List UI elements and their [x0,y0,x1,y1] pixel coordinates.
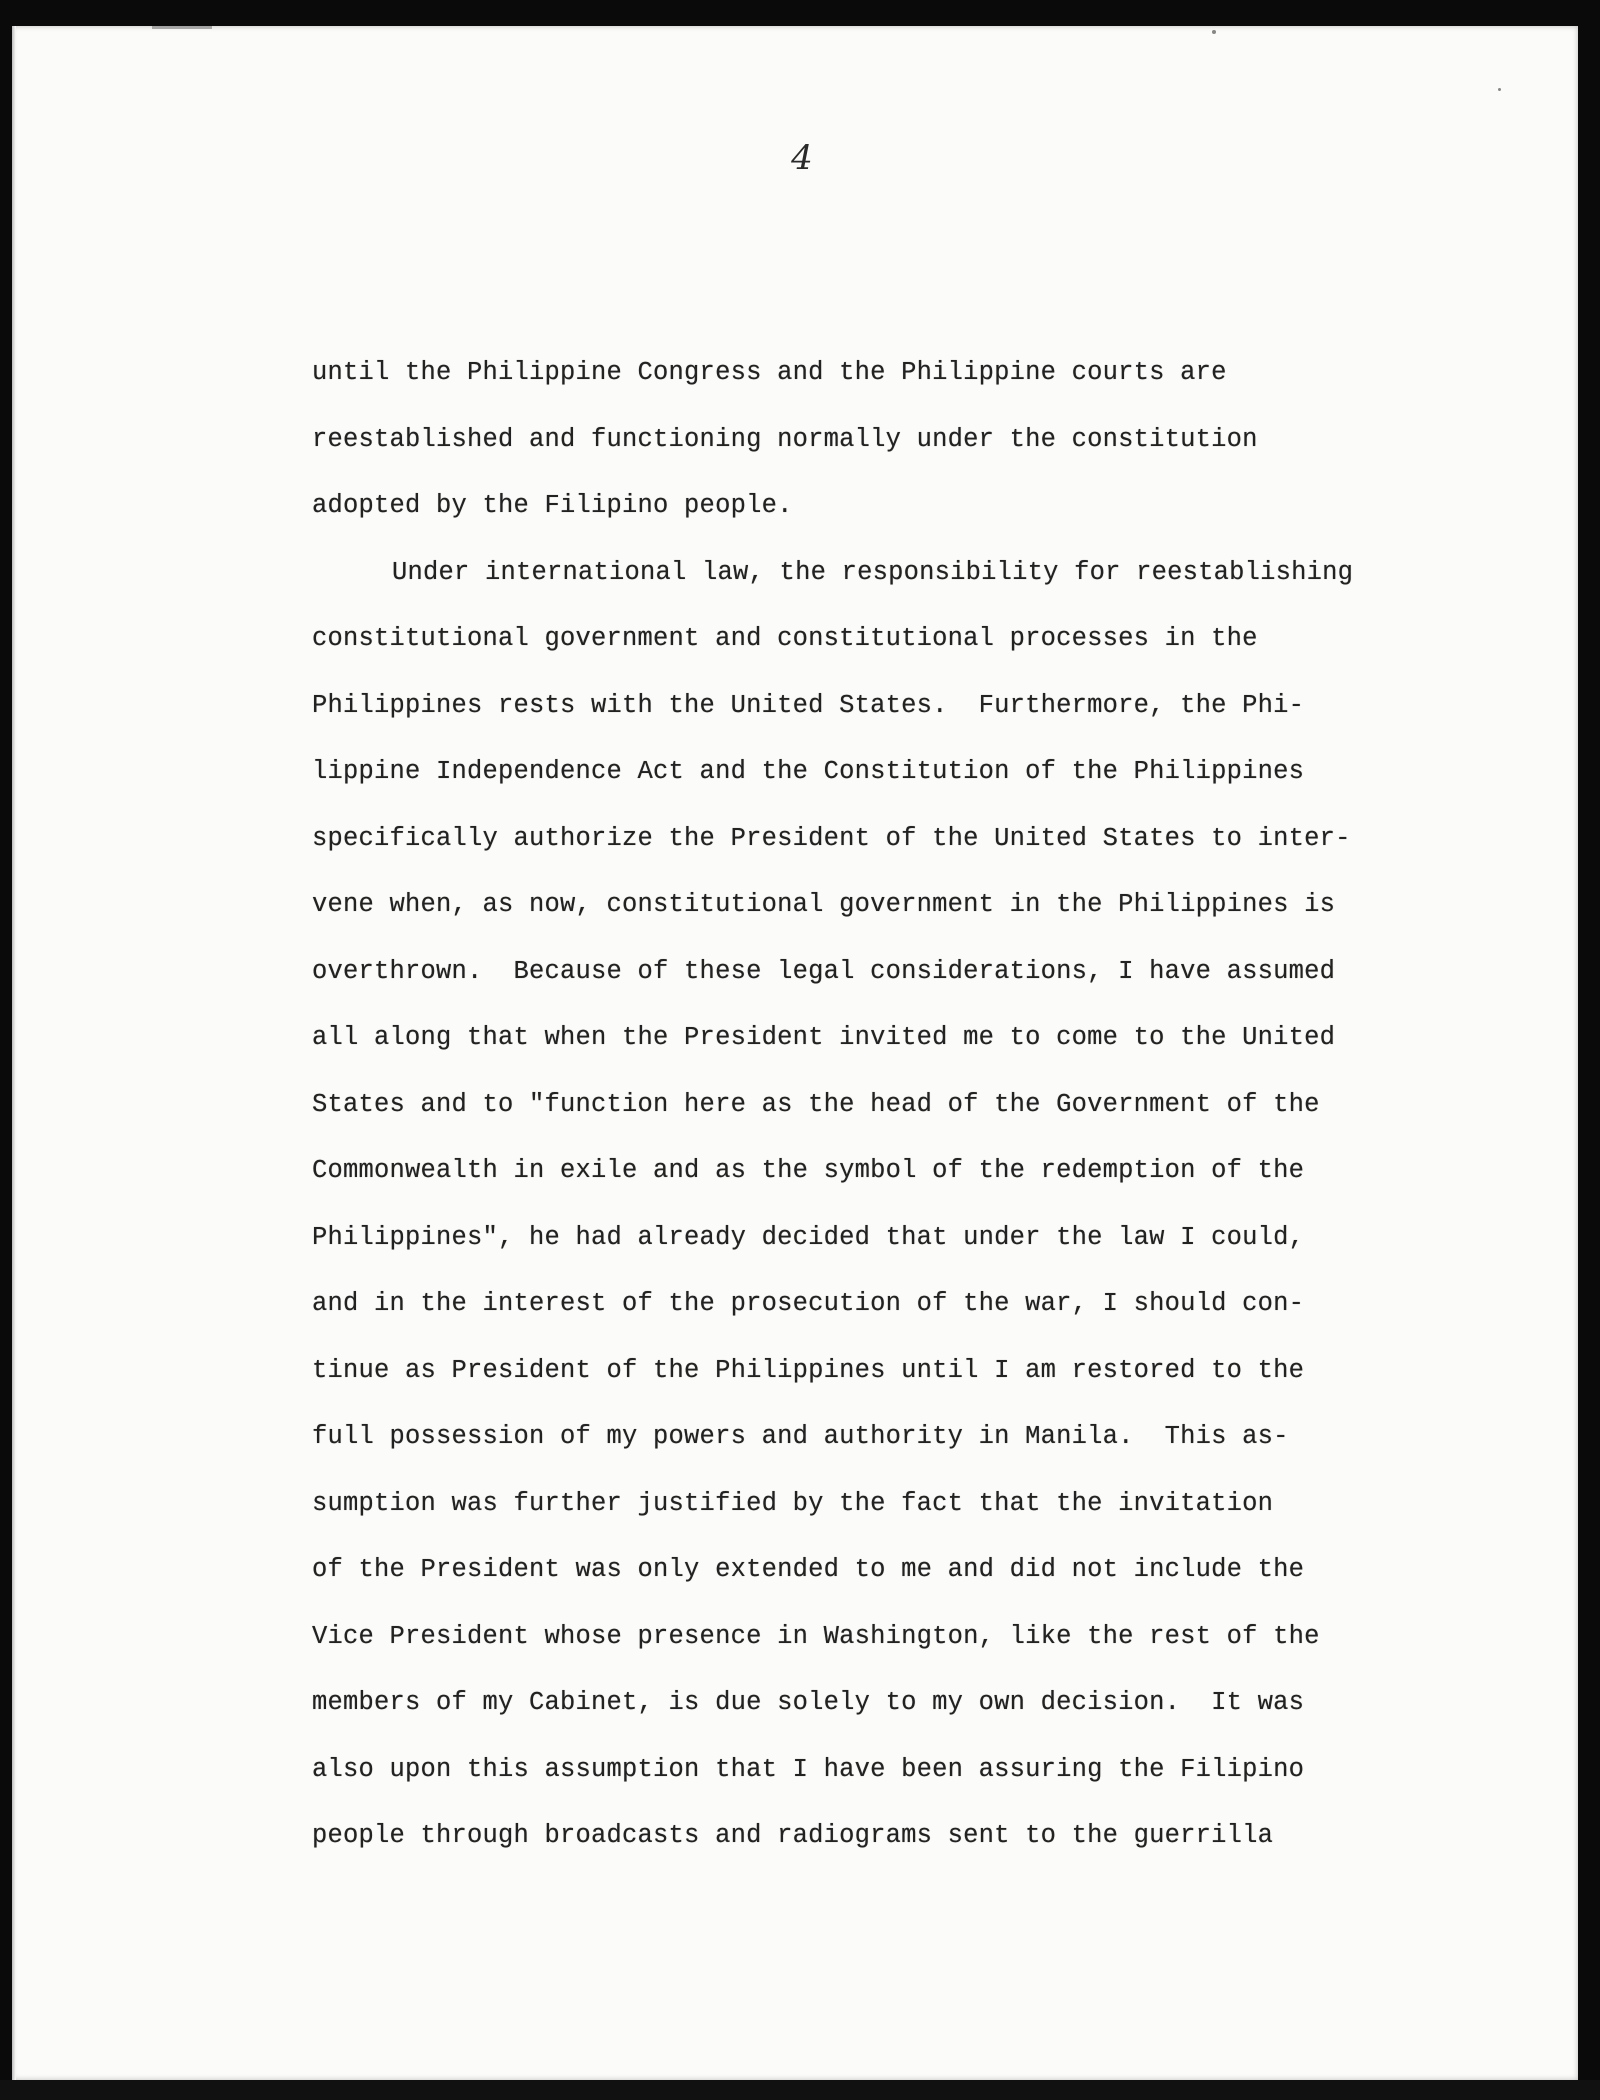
text-line: Philippines rests with the United States. Furthermore, the Phi- [312,690,1305,720]
scan-bottom-edge [0,2080,1600,2100]
text-line: Commonwealth in exile and as the symbol of the redemption of the [312,1156,1305,1185]
text-line: full possession of my powers and authority in Manila. This as- [312,1422,1289,1451]
paper-edge [12,26,16,2080]
text-line: and in the interest of the prosecution of the war, I should con- [312,1289,1305,1318]
text-line: States and to "function here as the head of the Government of the [312,1089,1320,1119]
scan-smudge [152,26,212,29]
text-line: Vice President whose presence in Washington, like the rest of the [312,1621,1320,1651]
text-line: all along that when the President invited me to come to the United [312,1023,1336,1052]
document-page [12,26,1578,2080]
text-line-paragraph-start: Under international law, the responsibility for reestablishing [392,557,1354,587]
text-line: constitutional government and constitutional processes in the [312,624,1258,653]
page-number: 4 [791,138,813,178]
text-line: members of my Cabinet, is due solely to my own decision. It was [312,1688,1305,1717]
scan-speck [1498,88,1501,91]
text-line: until the Philippine Congress and the Philippine courts are [312,358,1227,387]
text-line: adopted by the Filipino people. [312,491,793,520]
text-line: tinue as President of the Philippines until I am restored to the [312,1355,1305,1385]
scan-speck [1212,30,1216,34]
text-line: reestablished and functioning normally under the constitution [312,424,1258,454]
text-line: vene when, as now, constitutional government in the Philippines is [312,890,1336,919]
text-line: also upon this assumption that I have been assuring the Filipino [312,1754,1305,1784]
text-line: Philippines", he had already decided that under the law I could, [312,1222,1305,1252]
text-line: overthrown. Because of these legal considerations, I have assumed [312,956,1336,986]
text-line: of the President was only extended to me and did not include the [312,1555,1305,1584]
text-line: specifically authorize the President of the United States to inter- [312,823,1351,853]
text-line: lippine Independence Act and the Constitution of the Philippines [312,757,1305,786]
body-text [312,340,1432,1870]
text-line: sumption was further justified by the fact that the invitation [312,1488,1274,1518]
text-line: people through broadcasts and radiograms sent to the guerrilla [312,1821,1274,1850]
